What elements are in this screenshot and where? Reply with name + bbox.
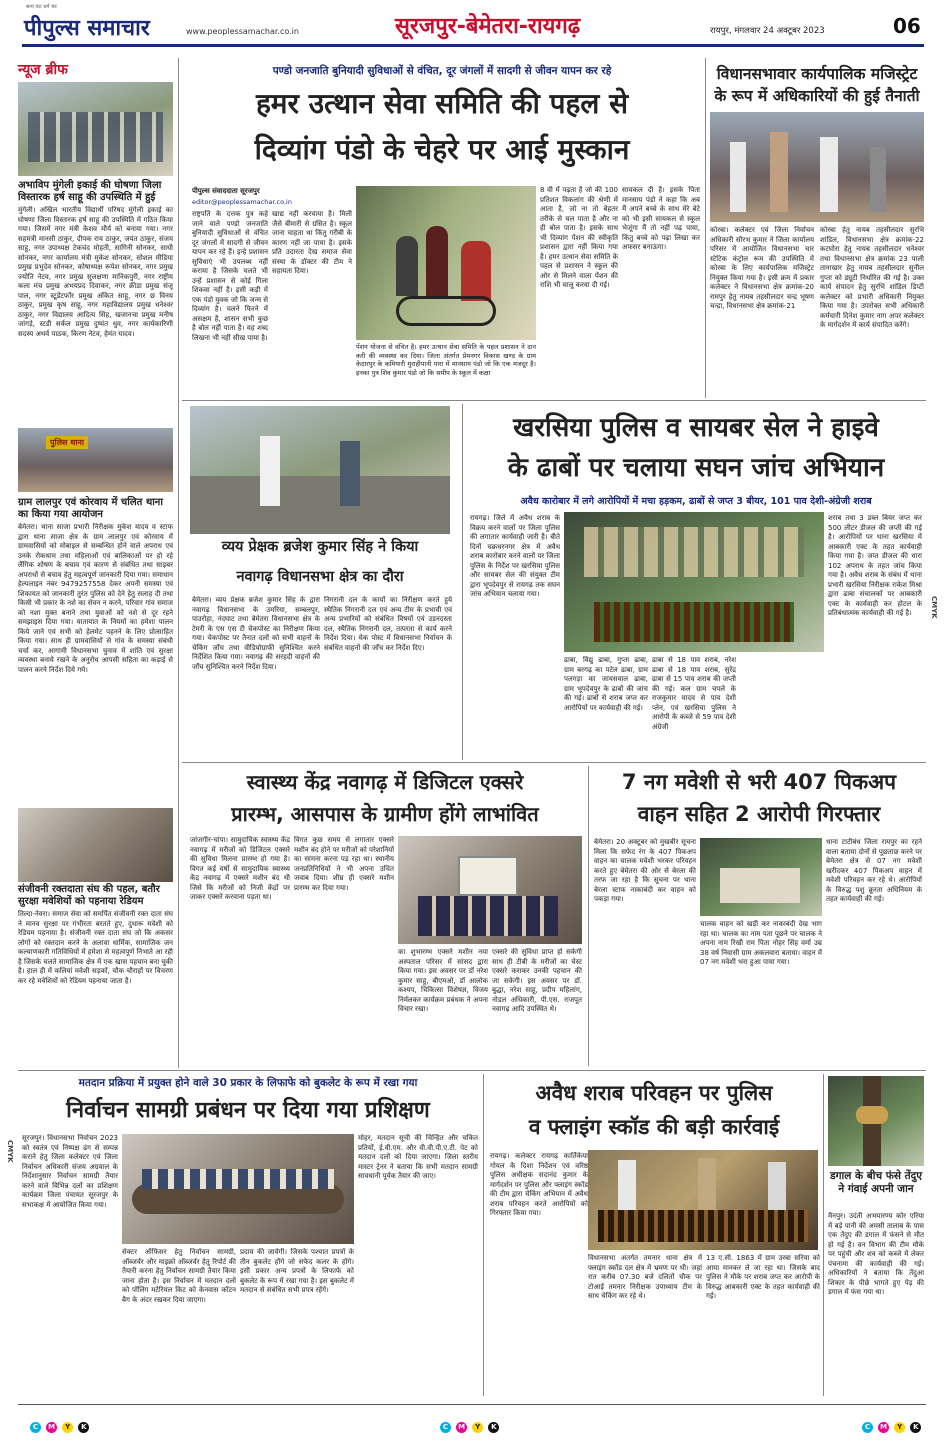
story1-kicker: पण्डो जनजाति बुनियादी सुविधाओं से वंचित, दूर जंगलों में सादगी से जीवन यापन कर रहे: [272, 65, 612, 77]
news-brief-item2-text: बेमेतरा। थाना साजा प्रभारी निरीक्षक मुकेश यादव व स्टाफ द्वारा थाना साजा क्षेत्र के ग्राम लालपुर एवं कोरवाय में ग्रामवासियों को मोबाइल से सम्बन्धित होने वाले अपराध एवं उनके रोकथाम तथा महिलाओं एवं बालिकाओं पर हो रहे लैंगिक शोषण के बचाव एवं कारण से संबंधित तथा साइबर अपराधों से बचाव हेतु महत्वपूर्ण जानकारी दिया गया। समाधान हेल्पलाइन नंबर 9479257558 देकर अपनी समस्या एवं शिकायत को जानकारी तुरंत पुलिस को देने हेतु सलाह दी तथा किसी भी प्रकार के नशे का सेवन न करने, परिवार गांव समाज को नशा मुक्त बनाने तथा युवाओं को नशे से दूर रहने समझाइस दिया गया। यातायात के नियमों का हमेशा पालन किये जाने एवं सभी को हेलमेट पहनने के लिए प्रोत्साहित किया गया। साथ ही ग्रामवासियों से गांव के समस्या संबंधी चर्चा कर, आगामी विधानसभा चुनाव में शांति एवं सुरक्षा व्यवस्था बनाये रखने के अनुरोध आपसी सहिता का कड़ाई से पालन करने निर्देश दिये गये।: [18, 523, 173, 674]
key-mark: K: [78, 1422, 89, 1433]
story1-email[interactable]: editor@peoplessamachar.co.in: [192, 198, 292, 206]
story8-headline-line1: अवैध शराब परिवहन पर पुलिस: [535, 1081, 773, 1105]
story4-column3: ढाबा से 18 पाव शराब, नरेश ढाबा से 18 पाव शराब, सुरेंद्र ढाबा से 15 पाव शराब की जप्ती की गई। कल ग्राम चपले के राजकुमार यादव से पाव देशी प्लेन, एवं खरसिया पुलिस ने आरोपी के कब्जे से 59 पाव देशी अंग्रेजी: [652, 656, 736, 731]
story1-story2-divider: [705, 58, 706, 398]
story9-photo: [828, 1076, 924, 1166]
story6-column1: बेमेतरा। 20 अक्टूबर को मुखबीर सूचना मिला कि सफेद रंग के 407 पिकअप वाहन का चालक मवेशी भरकर परिवहन करते हुए बेमेतरा की ओर से बेरला की तरफ जा रहा है कि सूचना पर थाना बेरला स्टाफ नाकाबंदी कर वाहन को पकड़ा गया।: [594, 838, 696, 903]
story5-headline-line1: स्वास्थ्य केंद्र नवागढ़ में डिजिटल एक्सरे: [246, 770, 524, 794]
story7-column2: सेक्टर ऑफिसर हेतु निर्वाचन सामग्री, ऑब्जर्वर और माइक्रो ऑब्जर्वर हेतु रिपोर्ट की तैयारी करना हेतु निर्वाचन सामग्री तैयार किया जाना होता है। इस निर्वाचन में मतदान दलों को पॉलिंग मटेरियल किट को केनवास कॉटन बैग के अंदर रखकर दिया जाएगा।: [122, 1248, 236, 1304]
story3-story4-divider: [462, 404, 463, 760]
story1-photo-caption: पेंशन योजना से वंचित है। हमर उत्थान सेवा समिति के पहल प्रशासन ने दान करी की व्यवस्था कर दिया। जिला अंतर्गत प्रेमनगर विकास खण्ड के ग्राम केदारपुर के कमियारी मुराहीपानी पारा में मानसाय पंडो जो कि एक मजदूर है। इनका पुत्र शिव कुमार पंडो जो कि समीप के स्कूल में कक्षा: [356, 343, 536, 377]
story5-story6-divider: [588, 766, 589, 1066]
story1-byline: पीपुल्स संवाददाता सूरजपुर: [192, 187, 260, 195]
story9-headline: डगाल के बीच फंसे तेंदुए ने गंवाई अपनी जान: [830, 1170, 922, 1195]
story7-column1: सूरजपुर। विधानसभा निर्वाचन 2023 को स्वतंत्र एवं निष्पक्ष ढंग से सम्पन्न कराने हेतु जिला कलेक्टर एवं जिला निर्वाचन अधिकारी संजय अग्रवाल के निर्देशानुसार निर्वाचन सामग्री तैयार करने वाले विभिन्न दलों का प्रशिक्षण कार्यक्रम जिला पंचायत सूरजपुर के सभाकक्ष में आयोजित किया गया।: [22, 1134, 118, 1209]
story5-column2: विगत कुछ समय से लगातार एक्सरे मशीन बंद होने पर मरीजों को परेशानियों का सामना करना पड़ रहा था। स्थानीय जनप्रतिनिधियों ने भी अपना उचित जवाब दिया। शीघ्र ही एक्सरे मशीन प्रारम्भ कर दिया गया।: [294, 836, 394, 892]
section-title: सूरजपुर-बेमेतरा-रायगढ़: [395, 14, 581, 39]
story4-subhead: अवैध कारोबार में लगे आरोपियों में मचा हड़कम, ढाबों से जप्त 3 बीयर, 101 पाव देशी-अंग्रेजी शराब: [520, 496, 872, 507]
yellow-mark: Y: [62, 1422, 73, 1433]
side-registration-right: CMYK: [930, 596, 938, 619]
magenta-mark: M: [46, 1422, 57, 1433]
story1-column1: राष्ट्रपति के दत्तक पुत्र कहे जाने वाले पण्डो जनजाति बुनियादी सुविधाओं से वंचित दूर जंगलों में सादगी से जीवन यापन कर रहे हैं। इन्हे प्रशासन सुविधाएं भी उपलब्ध नहीं कराया है जिसके चलते भी उन्हें प्रशासन से कोई गिला शिकवा नहीं है। इसी कड़ी में एक पंडो युवक जो कि जन्म से दिव्यांग है। चलने फिरने में असक्षम है, शासन सभी कुछ है बोल नहीं पाता है। वह शब्द लिखना भी नहीं सीख पाया है।: [192, 210, 268, 342]
brand-tagline: सत्यं वदः धर्मं चरः: [26, 4, 58, 10]
story7-photo: [122, 1134, 354, 1244]
story1-column4: सायकल दी है। इसके पिता मानसाय पंडो ने कहा कि अब मैं अपने बच्चे के साथ मेरे बेटे को भी इसी सायकल से स्कूल भेजूंगा मैं तो नहीं पढ़ पाया, किंतु बच्चे को पढ़ा लिखा कर अफसर बनाऊंगा।: [622, 186, 700, 251]
story3-headline-line2: नवागढ़ विधानसभा क्षेत्र का दौरा: [236, 569, 404, 585]
left-column-divider: [178, 58, 179, 1068]
story6-photo: [700, 838, 822, 916]
story7-kicker: मतदान प्रक्रिया में प्रयुक्त होने वाले 30 प्रकार के लिफाफे को बुकलेट के रूप में रखा गया: [78, 1077, 418, 1089]
story1-headline-line2: दिव्यांग पंडो के चेहरे पर आई मुस्कान: [254, 133, 630, 166]
page-number: 06: [893, 14, 921, 38]
story2-column2: कोरबा हेतु नायब तहसीलदार सुरभि शांडिल, विधानसभा क्षेत्र क्रमांक-22 कटघोरा हेतु नायब तहसीलदार धनेश्वर तथा विधानसभा क्षेत्र क्रमांक 23 पाली तानाखार हेतु नायब तहसीलदार सुनील गुप्ता को ड्यूटी निर्धारित की गई है। उक्त कार्य संपादन हेतु सुरभि शांडिल डिप्टी कलेक्टर को प्रभारी अधिकारी नियुक्त किया गया है। उपरोक्त सभी अधिकारी कर्मचारी दिनेश कुमार नाग अपर कलेक्टर के मार्गदर्शन में कार्य संपादित करेंगे।: [820, 226, 924, 329]
story4-headline-line1: खरसिया पुलिस व सायबर सेल ने हाइवे: [513, 413, 879, 443]
story3-headline-line1: व्यय प्रेक्षक ब्रजेश कुमार सिंह ने किया: [221, 539, 419, 555]
story8-story9-divider: [823, 1074, 824, 1396]
story7-headline: निर्वाचन सामग्री प्रबंधन पर दिया गया प्रशिक्षण: [66, 1098, 430, 1123]
issue-date: रायपुर, मंगलवार 24 अक्टूबर 2023: [710, 26, 825, 36]
story5-headline-line2: प्रारम्भ, आसपास के ग्रामीण होंगे लाभांवित: [231, 802, 539, 826]
story5-photo: [398, 836, 582, 944]
story4-column4: शराब तथा 3 डब्ल बियर जप्त कर 500 लीटर डीजल की जप्ती की गई है। आरोपियों पर थाना खरसिया में आबकारी एक्ट के तहत कार्यवाही किया गया है। जप्त डीजल की धारा 102 अपराध के तहत जांच किया गया है। अवैध शराब के संबंध में थाना प्रभारी खरसिया निरीक्षक राकेश मिश्रा द्वारा ढाबा संचालकों पर आबकारी एक्ट के कार्यवाही कर होटल के प्रतिबंधात्मक कार्यवाही की गई है।: [828, 514, 922, 617]
cyan-mark: C: [30, 1422, 41, 1433]
story7-column3: प्रदाय की जायेगी। जिसके पश्चात प्रपत्रों के तीन बुकलेट होंगे जो सफेद कलर के होंगे। इसी प्रकार अन्य प्रपत्रों के लिफाफे को बुकलेट के रूप में रखा गया है। इस बुकलेट में मतदान से संबंधित सभी प्रपत्र रहेंगे।: [240, 1248, 354, 1294]
story4-photo: [564, 512, 824, 652]
story1-headline-line1: हमर उत्थान सेवा समिति की पहल से: [255, 87, 629, 120]
story8-column4: 13 ए.सी. 1863 में ग्राम उरबा सरिया को आया मानकर ले जा रहा था। जिसके बाद पुलिस ने मौके पर शराब जप्त कर आरोपी के विरुद्ध आबकारी एक्ट के तहत कार्यवाही की गई।: [706, 1254, 820, 1300]
registration-strip-left: [30, 1414, 89, 1433]
side-registration-left: CMYK: [6, 1140, 14, 1163]
police-station-sign: पुलिस थाना: [46, 436, 88, 449]
masthead: [0, 0, 945, 46]
key-mark: K: [910, 1422, 921, 1433]
story4-headline-line2: के ढाबों पर चलाया सघन जांच अभियान: [507, 453, 885, 483]
yellow-mark: Y: [894, 1422, 905, 1433]
story8-photo: [588, 1150, 818, 1250]
news-brief-photo-2: [18, 428, 173, 492]
story4-column2: ढाबा, विद्यु ढाबा, गुप्ता ढाबा, ग्राम बरगढ़ का पटेल ढाबा, ग्राम पलगड़ा का जायसवाल ढाबा, ग्राम भूपदेवपुर के ढाबों की जांच की गई। ढाबों से शराब जप्त कर आरोपियों पर कार्यवाही की गई।: [564, 656, 648, 712]
story8-column3: विधानसभा अंतर्गत तमनार थाना क्षेत्र में फ्लाइंग स्कॉड दल क्षेत्र में भ्रमण पर थी। जहां रात करीब 07.30 बजे दलितों चौक पर टोआई तमनार निरीक्षक उपाध्याय टीम के साथ चेकिंग कर रहे थे।: [588, 1254, 702, 1300]
story6-column3: थाना टाटीबंध जिला रायपुर का रहने वाला बताया दोनों से पूछताछ करने पर बेमेतरा क्षेत्र से 07 नग मवेशी खरीदकर 407 पिकअप वाहन में मवेशी परिवहन कर रहे थे। आरोपियों के विरुद्ध पशु क्रूरता अधिनियम के तहत कार्यवाही की गई।: [826, 838, 922, 903]
story6-column2: चालक वाहन को खड़ी कर नाकाबंदी देख भाग रहा था। चालक का नाम पता पूछने पर चालक ने अपना नाम रिखी राम पिता नोहर सिंह वर्मा उम्र 38 वर्ष निवासी ग्राम अकलवारा बताया। वाहन में 07 नग मवेशी भरा हुआ पाया गया।: [700, 920, 822, 966]
website-url[interactable]: www.peoplessamachar.co.in: [186, 27, 299, 36]
story3-photo: [190, 406, 450, 534]
top-band-divider: [182, 400, 926, 401]
news-brief-item1-headline: अभाविप मुंगेली इकाई की घोषणा जिला विस्तारक हर्ष साहू की उपस्थिति में हुई: [18, 180, 162, 203]
story6-headline-line2: वाहन सहित 2 आरोपी गिरफ्तार: [637, 802, 881, 826]
news-brief-item1-text: मुंगेली। अखिल भारतीय विद्यार्थी परिषद मुंगेली इकाई का घोषणा जिला विस्तारक हर्ष साहू की उपस्थिति में गठित किया गया। जिसमें नगर मंत्री केशव मौर्य को बनाया गया। नगर सहमंत्री मानसी ठाकुर, दीपक राय ठाकुर, जयंत ठाकुर, संजय साहू, नगर उपाध्यक्ष टेकचंद मोहती, सागिनी सोनकर, साधी सोनकर, नगर कार्यालय मंत्री मुकेश सोनकर, सोशल मीडिया प्रमुख प्रभुदेव सोनकर, कोषाध्यक्ष रूपेश सोनकर, नगर प्रमुख ज्योति नेटव, नगर प्रमुख सुलक्षणा मानिकपुरी, नगर राष्ट्रीय कला मंच प्रमुख अभयप्रद दिवाकर, नगर क्रीडा प्रमुख संजू पाल, नगर स्टूडेंटफॉर प्रमुख अंकित साहू, नगर छ विनय ठाकुर, प्रमुख कृष साहू, नगर महाविद्यालय प्रमुख धनेश्वर ठाकुर, नगर विद्यालय आदित्य सिंह, खजानचा प्रमुख मनीष जांगड़े, स्टडी सर्कल प्रमुख दुष्यंत धुव, नगर कार्यकारिणी सदस्य अथर्व पाठक, किरण नेटव, हेमंत यादव।: [18, 206, 173, 338]
news-brief-item3-headline: संजीवनी रक्तदाता संघ की पहल, बतौर सुरक्षा मवेशियों को पहनाया रेडियम: [18, 884, 160, 907]
story8-column1: रायगढ़। कलेक्टर रायगढ़ कार्तिकेया गोयल के दिशा निर्देशन एवं वरिष्ठ पुलिस अधीक्षक सदानंद कुमार के मार्गदर्शन पर पुलिस और फ्लाइंग स्कॉड की टीम द्वारा चेकिंग अभियान में अवैध शराब परिवहन करते आरोपियों को गिरफ्तार किया गया।: [490, 1152, 588, 1217]
magenta-mark: M: [878, 1422, 889, 1433]
yellow-mark: Y: [472, 1422, 483, 1433]
masthead-divider: [22, 44, 924, 47]
key-mark: K: [488, 1422, 499, 1433]
story2-headline-line1: विधानसभावार कार्यपालिक मजिस्ट्रेट: [716, 65, 918, 83]
story3-column1: बेमेतरा। व्यय प्रेक्षक ब्रजेश कुमार सिंह के द्वारा नवागढ़ विधानसभा के उमरिया, सम्बलपुर, पाउरोहा, नंदघाट तथा बेमेतरा विधानसभा क्षेत्र के टेमरी के एस एस टी चेकपोस्ट का निरीक्षण किया गया। चेकपोस्ट पर तैनात दलों को सभी वाहनों के चेकिंग जाँच तथा वीडियोग्राफी सुनिश्चित करने निर्देशित किया गया। नवागढ़ की सरहदी वाहनों की जाँच सुनिश्चित करने निर्देश दिया।: [192, 596, 320, 671]
story2-photo: [710, 112, 924, 222]
news-brief-label: न्यूज ब्रीफ: [18, 62, 68, 78]
lower-band-divider: [18, 1070, 926, 1071]
middle-band-divider: [182, 762, 926, 763]
story2-headline-line2: के रूप में अधिकारियों की हुई तैनाती: [714, 87, 920, 105]
registration-strip-center: [440, 1414, 499, 1433]
story4-column1: रायगढ़। जिले में अवैध शराब के विक्रय करने वालों पर जिला पुलिस की लगातार कार्यवाही जारी है। बीते दिनों चक्रधरनगर क्षेत्र में अवैध शराब कारोबार करने वालों पर जिला पुलिस के निर्देश पर खरसिया पुलिस और सायबर सेल की संयुक्त टीम द्वारा भूपदेवपुर से रायगढ़ तक सघन जांच अभियान चलाया गया।: [470, 514, 560, 598]
story1-column2: खाद्य नहीं करवाया है। मिली जैसे बीमारी से ग्रसित है। स्कूल जाना चाहता था किंतु गरीबी के कारण नहीं जा पाया है। इसके प्रति उदारता देख समाज सेवा संस्था के डॉक्टर की टीम ने सहायता दिया।: [272, 210, 352, 275]
story6-headline-line1: 7 नग मवेशी से भरी 407 पिकअप: [621, 770, 897, 794]
story2-column1: कोरबा। कलेक्टर एवं जिला निर्वाचन अधिकारी सौरभ कुमार ने जिला कार्यालय परिसर में आयोजित विधानसभा चार स्टेटिक कंट्रोल रूम की उपस्थिति में कोरबा के लिए कार्यपालिक मजिस्ट्रेट नियुक्त किया गया है। इसी क्रम में प्रकार कलेक्टर ने विधानसभा क्षेत्र क्रमांक-20 रामपुर हेतु नायब तहसीलदार चन्द्र भूषण चन्द्रा, विधानसभा क्षेत्र क्रमांक-21: [710, 226, 814, 310]
magenta-mark: M: [456, 1422, 467, 1433]
cyan-mark: C: [440, 1422, 451, 1433]
news-brief-item2-headline: ग्राम लालपुर एवं कोरवाय में चलित थाना का किया गया आयोजन: [18, 497, 163, 520]
cyan-mark: C: [862, 1422, 873, 1433]
story9-text: मैनपुर। उदंती अभयारण्य कोर एरिया में बड़े पानी की अमसी तालाब के पास एक तेंदुए की डगाल में फंसने से मौत हो गई है। वन विभाग की टीम मौके पर पहुंची और शव को कब्जे में लेकर पंचनामा की कार्यवाही की गई। अधिकारियों ने बताया कि तेंदुआ शिकार के पीछे भागते हुए पेड़ की डगाल में फंस गया था।: [828, 1212, 924, 1296]
brand-logo: पीपुल्स समाचार: [24, 15, 150, 41]
story5-column1: जांजगीर-चांपा। सामुदायिक स्वास्थ्य केंद्र नवागढ़ में मरीजों को डिजिटल एक्सरे की सुविधा मिलना प्रारम्भ हो गया है। विगत कई वर्षो से सामुदायिक स्वास्थ्य केंद्र नवागढ़ में एक्सरे मशीन बंद थी जिसे कि मरीजों को निजी केंद्रों पर जाकर एक्सरे करवाना पड़ता था।: [190, 836, 290, 901]
registration-strip-right: [862, 1414, 921, 1433]
story7-story8-divider: [483, 1074, 484, 1396]
news-brief-item3-text: तिल्दा-नेवरा। समाज सेवा को समर्पित संजीवनी रक्त दाता संघ ने मानव सुरक्षा पर गंभीरता बरतते हुए, दुधारू मवेशी को रेडियम पहनाया है। संजीवनी रक्त दाता संघ जो कि अकसर लोगों को रक्तदान करने के अलावा धार्मिक, सामाजिक जन कल्याणकारी गतिविधियों में हमेशा से महत्वपूर्ण निभाते आ रही है जिसके चलते सामाजिक क्षेत्र में एक खास पहचान बना चुकी है। हाल ही में कलियां मवेशी सड़कों, चौक चौराहों पर विचरण कर रहे मवेशियों को रेडियम पहनाया जाता है।: [18, 910, 173, 985]
footer-rule: [18, 1404, 926, 1405]
story5-column4: एक्सरे की सुविधा प्राप्त हो सकेगी साथ ही टीबी के मरीजों का चेस्ट एक्सरे कराकर उनकी पहचान की जा सकेगी। इस अवसर पर डॉ. बुद्धा, नरेश साहू, प्रदीप महिलांग, नोडल अधिकारी, पी.एस. राजपूत नवागढ़ आदि उपस्थित थे।: [492, 948, 582, 1013]
story7-column4: मोहर, मतदान सूची की चिन्हित और चकित प्रतियों, ई.वी.एम. और वी.वी.पी.ए.टी. पेट को मतदान दलों को दिया जाएगा। जिला स्तरीय मास्टर ट्रेनर ने बताया कि सभी मतदान सामग्री सावधानी पूर्वक तैयार की जाए।: [358, 1134, 478, 1180]
story3-column2: निगरानी दल के कार्यो का निरीक्षण करते हुये स्थैतिक निगरानी दल एवं अन्य टीम के प्रभावी एवं अन्य प्रभारियों को संबंधित विषयों एवं उड़नदस्ता दल, स्थैतिक निगरानी दल, तत्परता से कार्य करने निर्देश दिया। चेक पोस्ट में विधानसभा निर्वाचन के संबंधित वाहनों की जाँच कर निर्देश दिए।: [324, 596, 452, 652]
story1-photo: [356, 186, 536, 340]
news-brief-photo-1: [18, 82, 173, 176]
story5-column3: का शुभारम्भ एक्सरे मशीन नया अस्पताल परिसर में सांसद द्वारा किया गया। इस अवसर पर डॉ नरेश कुमार साहू, बीएमओ, डॉ आलोक कश्यप, चिकित्सा विशेषज्ञ, विजय निर्मलकर कार्यक्रम प्रबंधक ने अपना विचार रखा।: [398, 948, 488, 1013]
news-brief-photo-3: [18, 808, 173, 882]
story8-headline-line2: व फ्लाइंग स्कॉड की बड़ी कार्रवाई: [528, 1115, 780, 1139]
story1-column3: 8 वी में पढ़ता है जो की 100 प्रतिशत विकलांग की श्रेणी में आता है, जो ना तो बेहतर तरीके से चल पाता है और ना ही बोल पाता है। इसके साथ भी दिव्यांग पेंशन की स्वीकृति प्रशासन द्वारा नहीं किया गया है। हमर उत्थान सेवा समिति के पहल से प्रशासन ने स्कूल की ओर से मिलने वाला पेंशन की राशि भी चालू करवा दी गई।: [540, 186, 618, 289]
